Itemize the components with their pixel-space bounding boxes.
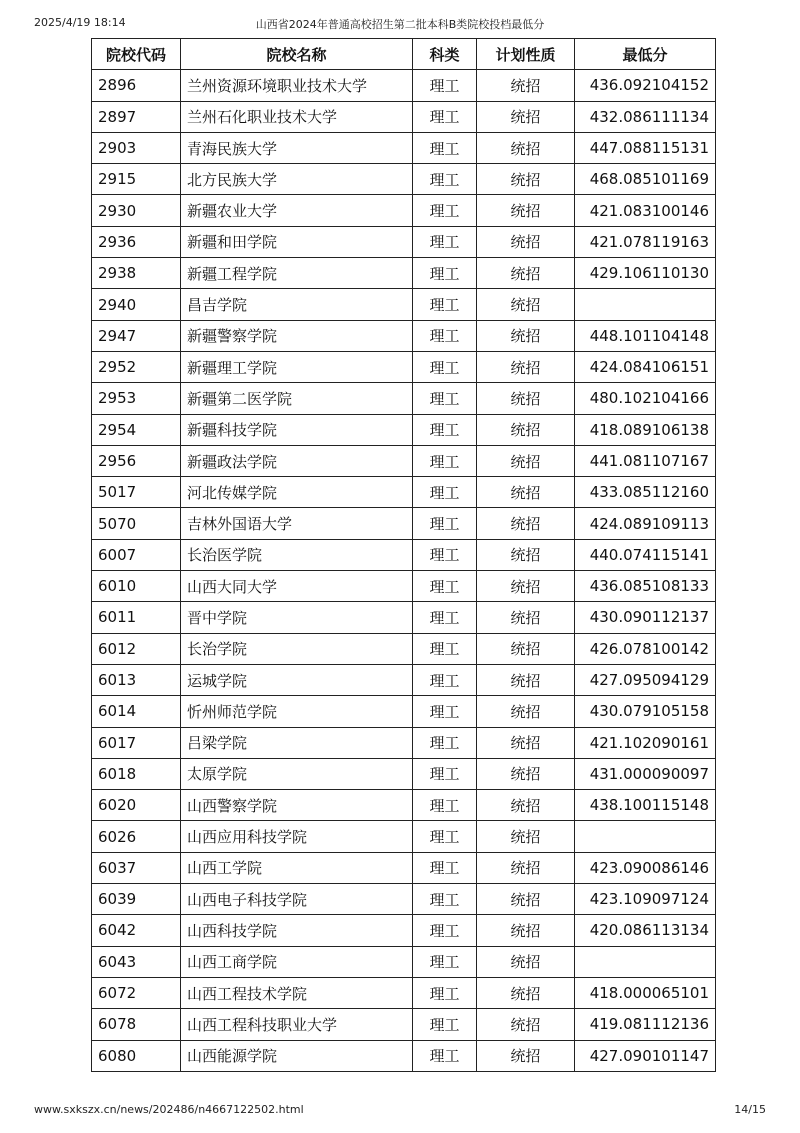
cell-min-score: 448.101104148 [575, 320, 716, 351]
cell-plan-type: 统招 [477, 383, 575, 414]
cell-school-code: 2936 [92, 226, 181, 257]
table-row [92, 696, 716, 727]
cell-school-code: 6014 [92, 696, 181, 727]
cell-plan-type: 统招 [477, 821, 575, 852]
cell-school-name: 吉林外国语大学 [181, 508, 413, 539]
cell-plan-type: 统招 [477, 258, 575, 289]
cell-subject-category: 理工 [413, 758, 477, 789]
cell-plan-type: 统招 [477, 445, 575, 476]
cell-subject-category: 理工 [413, 977, 477, 1008]
cell-subject-category: 理工 [413, 633, 477, 664]
cell-min-score [575, 946, 716, 977]
page-url: www.sxkszx.cn/news/202486/n4667122502.html [34, 1103, 304, 1116]
cell-school-name: 新疆第二医学院 [181, 383, 413, 414]
cell-school-code: 6037 [92, 852, 181, 883]
cell-subject-category: 理工 [413, 884, 477, 915]
cell-subject-category: 理工 [413, 508, 477, 539]
cell-school-code: 6078 [92, 1009, 181, 1040]
cell-school-code: 6043 [92, 946, 181, 977]
cell-plan-type: 统招 [477, 414, 575, 445]
cell-subject-category: 理工 [413, 383, 477, 414]
print-footer [0, 1103, 800, 1119]
cell-school-name: 山西科技学院 [181, 915, 413, 946]
cell-min-score: 433.085112160 [575, 477, 716, 508]
table-row [92, 414, 716, 445]
cell-school-name: 山西工学院 [181, 852, 413, 883]
cell-min-score: 421.102090161 [575, 727, 716, 758]
cell-plan-type: 统招 [477, 195, 575, 226]
cell-school-code: 6012 [92, 633, 181, 664]
cell-subject-category: 理工 [413, 226, 477, 257]
cell-subject-category: 理工 [413, 320, 477, 351]
cell-min-score [575, 289, 716, 320]
cell-plan-type: 统招 [477, 226, 575, 257]
cell-subject-category: 理工 [413, 602, 477, 633]
admission-scores-table [91, 38, 716, 1072]
cell-school-name: 兰州资源环境职业技术大学 [181, 70, 413, 101]
cell-school-code: 2896 [92, 70, 181, 101]
cell-subject-category: 理工 [413, 946, 477, 977]
cell-min-score: 436.085108133 [575, 571, 716, 602]
cell-subject-category: 理工 [413, 664, 477, 695]
cell-min-score: 427.090101147 [575, 1040, 716, 1071]
cell-school-code: 2915 [92, 164, 181, 195]
cell-plan-type: 统招 [477, 1040, 575, 1071]
table-row [92, 1040, 716, 1071]
cell-school-code: 6007 [92, 539, 181, 570]
cell-min-score: 436.092104152 [575, 70, 716, 101]
cell-school-code: 6020 [92, 790, 181, 821]
header-subject-category: 科类 [413, 39, 477, 70]
table-row [92, 977, 716, 1008]
cell-min-score: 421.078119163 [575, 226, 716, 257]
table-row [92, 821, 716, 852]
table-row [92, 164, 716, 195]
table-row [92, 915, 716, 946]
cell-subject-category: 理工 [413, 258, 477, 289]
cell-school-name: 晋中学院 [181, 602, 413, 633]
cell-plan-type: 统招 [477, 915, 575, 946]
cell-subject-category: 理工 [413, 915, 477, 946]
cell-school-code: 5070 [92, 508, 181, 539]
cell-plan-type: 统招 [477, 633, 575, 664]
table-row [92, 539, 716, 570]
cell-plan-type: 统招 [477, 758, 575, 789]
cell-min-score: 441.081107167 [575, 445, 716, 476]
cell-school-name: 新疆政法学院 [181, 445, 413, 476]
cell-min-score: 424.084106151 [575, 351, 716, 382]
table-row [92, 258, 716, 289]
cell-school-code: 2956 [92, 445, 181, 476]
cell-plan-type: 统招 [477, 852, 575, 883]
table-row [92, 383, 716, 414]
cell-subject-category: 理工 [413, 727, 477, 758]
table-row [92, 445, 716, 476]
cell-min-score: 432.086111134 [575, 101, 716, 132]
cell-min-score: 418.000065101 [575, 977, 716, 1008]
table-row [92, 946, 716, 977]
cell-school-name: 山西工程技术学院 [181, 977, 413, 1008]
cell-min-score: 447.088115131 [575, 132, 716, 163]
cell-school-name: 新疆农业大学 [181, 195, 413, 226]
table-row [92, 195, 716, 226]
cell-subject-category: 理工 [413, 1009, 477, 1040]
header-plan-type: 计划性质 [477, 39, 575, 70]
cell-school-name: 山西工商学院 [181, 946, 413, 977]
cell-school-code: 2903 [92, 132, 181, 163]
document-title: 山西省2024年普通高校招生第二批本科B类院校投档最低分 [255, 18, 545, 31]
cell-school-name: 昌吉学院 [181, 289, 413, 320]
header-school-name: 院校名称 [181, 39, 413, 70]
table-row [92, 101, 716, 132]
cell-plan-type: 统招 [477, 664, 575, 695]
cell-min-score: 427.095094129 [575, 664, 716, 695]
cell-subject-category: 理工 [413, 571, 477, 602]
cell-subject-category: 理工 [413, 696, 477, 727]
cell-subject-category: 理工 [413, 539, 477, 570]
cell-school-name: 忻州师范学院 [181, 696, 413, 727]
table-row [92, 351, 716, 382]
cell-subject-category: 理工 [413, 351, 477, 382]
cell-school-name: 新疆和田学院 [181, 226, 413, 257]
cell-plan-type: 统招 [477, 508, 575, 539]
cell-school-code: 2953 [92, 383, 181, 414]
cell-plan-type: 统招 [477, 320, 575, 351]
cell-min-score: 430.090112137 [575, 602, 716, 633]
table-row [92, 508, 716, 539]
table-row [92, 132, 716, 163]
header-school-code: 院校代码 [92, 39, 181, 70]
table-row [92, 727, 716, 758]
cell-subject-category: 理工 [413, 195, 477, 226]
cell-plan-type: 统招 [477, 884, 575, 915]
table-row [92, 602, 716, 633]
cell-subject-category: 理工 [413, 821, 477, 852]
cell-plan-type: 统招 [477, 571, 575, 602]
cell-plan-type: 统招 [477, 101, 575, 132]
cell-plan-type: 统招 [477, 1009, 575, 1040]
table-row [92, 289, 716, 320]
cell-min-score: 431.000090097 [575, 758, 716, 789]
cell-min-score: 426.078100142 [575, 633, 716, 664]
cell-school-name: 长治学院 [181, 633, 413, 664]
cell-subject-category: 理工 [413, 445, 477, 476]
cell-school-code: 6018 [92, 758, 181, 789]
cell-school-code: 2954 [92, 414, 181, 445]
cell-school-code: 2940 [92, 289, 181, 320]
cell-school-code: 2952 [92, 351, 181, 382]
cell-subject-category: 理工 [413, 790, 477, 821]
cell-plan-type: 统招 [477, 289, 575, 320]
cell-school-name: 山西应用科技学院 [181, 821, 413, 852]
cell-min-score: 468.085101169 [575, 164, 716, 195]
cell-school-name: 河北传媒学院 [181, 477, 413, 508]
cell-school-name: 长治医学院 [181, 539, 413, 570]
cell-school-code: 2947 [92, 320, 181, 351]
cell-min-score: 438.100115148 [575, 790, 716, 821]
cell-school-code: 6039 [92, 884, 181, 915]
cell-school-name: 山西电子科技学院 [181, 884, 413, 915]
cell-min-score: 430.079105158 [575, 696, 716, 727]
cell-plan-type: 统招 [477, 132, 575, 163]
cell-school-name: 青海民族大学 [181, 132, 413, 163]
table-row [92, 477, 716, 508]
cell-school-code: 5017 [92, 477, 181, 508]
cell-min-score [575, 821, 716, 852]
table-row [92, 790, 716, 821]
cell-school-name: 山西工程科技职业大学 [181, 1009, 413, 1040]
table-header-row [92, 39, 716, 70]
table-row [92, 1009, 716, 1040]
cell-subject-category: 理工 [413, 164, 477, 195]
cell-min-score: 418.089106138 [575, 414, 716, 445]
cell-plan-type: 统招 [477, 727, 575, 758]
cell-plan-type: 统招 [477, 790, 575, 821]
cell-school-name: 山西大同大学 [181, 571, 413, 602]
cell-min-score: 421.083100146 [575, 195, 716, 226]
cell-plan-type: 统招 [477, 602, 575, 633]
cell-school-code: 6026 [92, 821, 181, 852]
cell-min-score: 440.074115141 [575, 539, 716, 570]
cell-school-code: 6011 [92, 602, 181, 633]
table-row [92, 226, 716, 257]
cell-school-name: 新疆理工学院 [181, 351, 413, 382]
cell-subject-category: 理工 [413, 70, 477, 101]
cell-school-code: 6080 [92, 1040, 181, 1071]
table-row [92, 320, 716, 351]
table-row [92, 852, 716, 883]
cell-school-name: 山西警察学院 [181, 790, 413, 821]
cell-school-code: 2897 [92, 101, 181, 132]
print-header [0, 16, 800, 32]
table-row [92, 633, 716, 664]
cell-plan-type: 统招 [477, 477, 575, 508]
cell-subject-category: 理工 [413, 1040, 477, 1071]
cell-plan-type: 统招 [477, 351, 575, 382]
cell-school-name: 吕梁学院 [181, 727, 413, 758]
cell-plan-type: 统招 [477, 70, 575, 101]
cell-min-score: 423.090086146 [575, 852, 716, 883]
cell-school-code: 6013 [92, 664, 181, 695]
cell-school-code: 6072 [92, 977, 181, 1008]
cell-school-name: 新疆警察学院 [181, 320, 413, 351]
cell-school-name: 北方民族大学 [181, 164, 413, 195]
cell-school-name: 山西能源学院 [181, 1040, 413, 1071]
cell-min-score: 423.109097124 [575, 884, 716, 915]
table-row [92, 571, 716, 602]
cell-plan-type: 统招 [477, 977, 575, 1008]
header-min-score: 最低分 [575, 39, 716, 70]
cell-subject-category: 理工 [413, 852, 477, 883]
cell-min-score: 420.086113134 [575, 915, 716, 946]
cell-plan-type: 统招 [477, 946, 575, 977]
table-body [92, 70, 716, 1072]
cell-min-score: 424.089109113 [575, 508, 716, 539]
cell-school-code: 2938 [92, 258, 181, 289]
cell-school-name: 兰州石化职业技术大学 [181, 101, 413, 132]
cell-plan-type: 统招 [477, 696, 575, 727]
cell-school-name: 运城学院 [181, 664, 413, 695]
cell-min-score: 419.081112136 [575, 1009, 716, 1040]
cell-subject-category: 理工 [413, 477, 477, 508]
cell-min-score: 429.106110130 [575, 258, 716, 289]
cell-school-name: 太原学院 [181, 758, 413, 789]
table-row [92, 664, 716, 695]
cell-school-name: 新疆科技学院 [181, 414, 413, 445]
cell-subject-category: 理工 [413, 414, 477, 445]
table-row [92, 70, 716, 101]
cell-min-score: 480.102104166 [575, 383, 716, 414]
cell-plan-type: 统招 [477, 539, 575, 570]
cell-subject-category: 理工 [413, 101, 477, 132]
table-row [92, 884, 716, 915]
cell-subject-category: 理工 [413, 289, 477, 320]
cell-school-code: 2930 [92, 195, 181, 226]
cell-school-code: 6017 [92, 727, 181, 758]
cell-school-code: 6042 [92, 915, 181, 946]
page-number: 14/15 [734, 1103, 766, 1116]
table-row [92, 758, 716, 789]
cell-school-name: 新疆工程学院 [181, 258, 413, 289]
print-date: 2025/4/19 18:14 [34, 16, 126, 29]
cell-plan-type: 统招 [477, 164, 575, 195]
cell-subject-category: 理工 [413, 132, 477, 163]
cell-school-code: 6010 [92, 571, 181, 602]
